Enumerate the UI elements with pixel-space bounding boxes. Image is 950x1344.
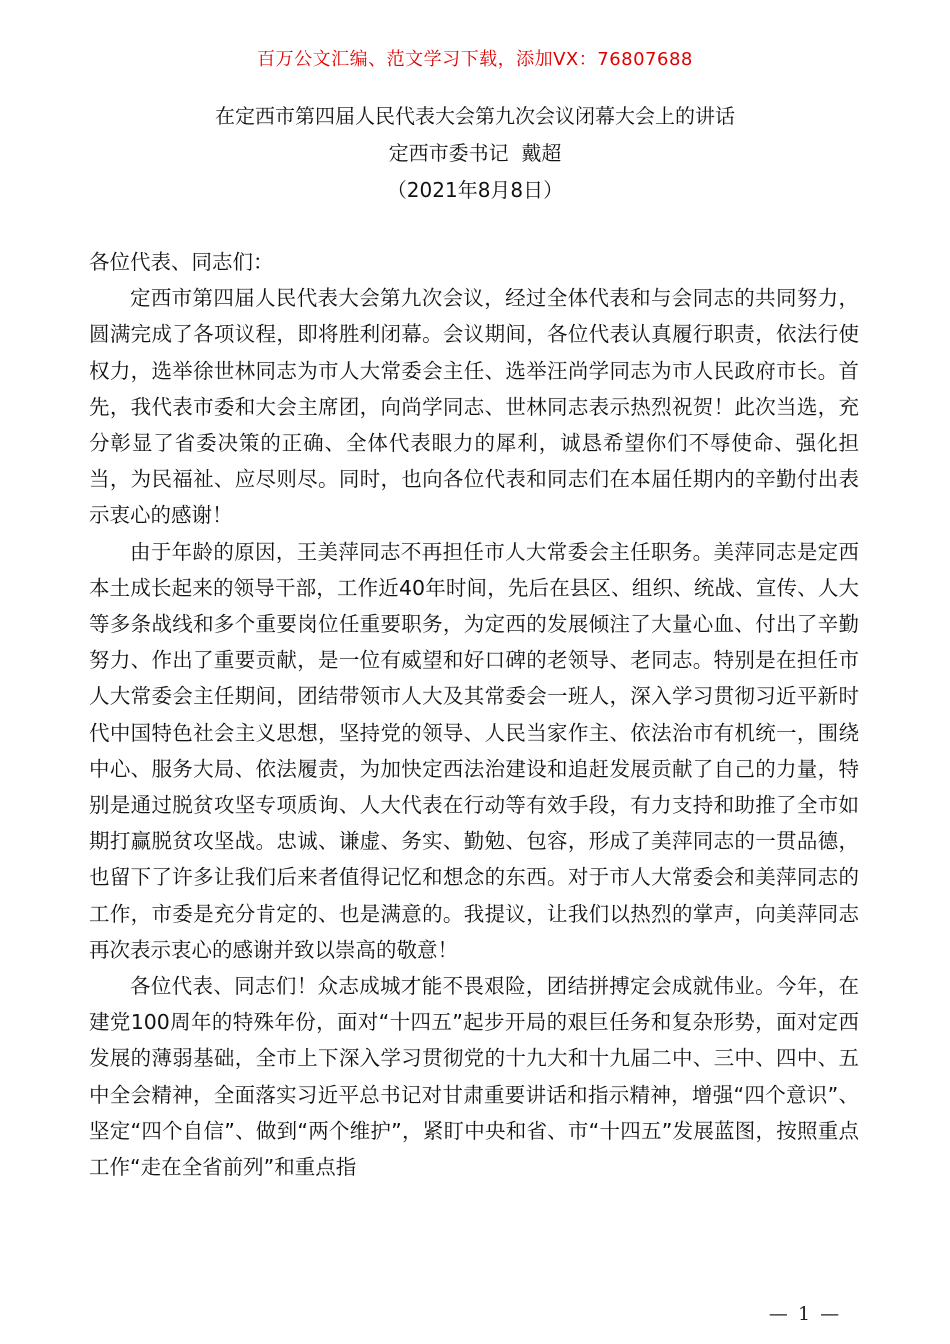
paragraph: 定西市第四届人民代表大会第九次会议，经过全体代表和与会同志的共同努力，圆满完成了各项议程，即将胜利闭幕。会议期间，各位代表认真履行职责，依法行使权力，选举徐世林同志为市人大常委会主任、选举汪尚学同志为市人民政府市长。首先，我代表市委和大会主席团，向尚学同志、世林同志表示热烈祝贺！此次当选，充分彰显了省委决策的正确、全体代表眼力的犀利，诚恳希望你们不辱使命、强化担当，为民福祉、应尽则尽。同时，也向各位代表和同志们在本届任期内的辛勤付出表示衷心的感谢！ bbox=[89, 286, 859, 528]
paragraph: 各位代表、同志们！众志成城才能不畏艰险，团结拼搏定会成就伟业。今年，在建党100周年的特殊年份，面对“十四五”起步开局的艰巨任务和复杂形势，面对定西发展的薄弱基础，全市上下深入学习贯彻党的十九大和十九届二中、三中、四中、五中全会精神，全面落实习近平总书记对甘肃重要讲话和指示精神，增强“四个意识”、坚定“四个自信”、做到“两个维护”，紧盯中央和省、市“十四五”发展蓝图，按照重点工作“走在全省前列”和重点指 bbox=[89, 974, 859, 1180]
title-block bbox=[0, 98, 950, 209]
speech-date: （2021年8月8日） bbox=[386, 178, 564, 202]
salutation: 各位代表、同志们： bbox=[89, 250, 274, 274]
speech-body bbox=[89, 244, 859, 1185]
speaker-line: 定西市委书记 戴超 bbox=[388, 141, 562, 165]
paragraph: 由于年龄的原因，王美萍同志不再担任市人大常委会主任职务。美萍同志是定西本土成长起来的领导干部，工作近40年时间，先后在县区、组织、统战、宣传、人大等多条战线和多个重要岗位任重要职务，为定西的发展倾注了大量心血、付出了辛勤努力、作出了重要贡献，是一位有威望和好口碑的老领导、老同志。特别是在担任市人大常委会主任期间，团结带领市人大及其常委会一班人，深入学习贯彻习近平新时代中国特色社会主义思想，坚持党的领导、人民当家作主、依法治市有机统一，围绕中心、服务大局、依法履责，为加快定西法治建设和追赶发展贡献了自己的力量，特别是通过脱贫攻坚专项质询、人大代表在行动等有效手段，有力支持和助推了全市如期打赢脱贫攻坚战。忠诚、谦虚、务实、勤勉、包容，形成了美萍同志的一贯品德，也留下了许多让我们后来者值得记忆和想念的东西。对于市人大常委会和美萍同志的工作，市委是充分肯定的、也是满意的。我提议，让我们以热烈的掌声，向美萍同志再次表示衷心的感谢并致以崇高的敬意！ bbox=[89, 539, 859, 962]
speech-title: 在定西市第四届人民代表大会第九次会议闭幕大会上的讲话 bbox=[215, 104, 735, 128]
page-number: — 1 — bbox=[768, 1303, 842, 1325]
watermark-banner: 百万公文汇编、范文学习下载，添加VX：76807688 bbox=[257, 49, 693, 70]
